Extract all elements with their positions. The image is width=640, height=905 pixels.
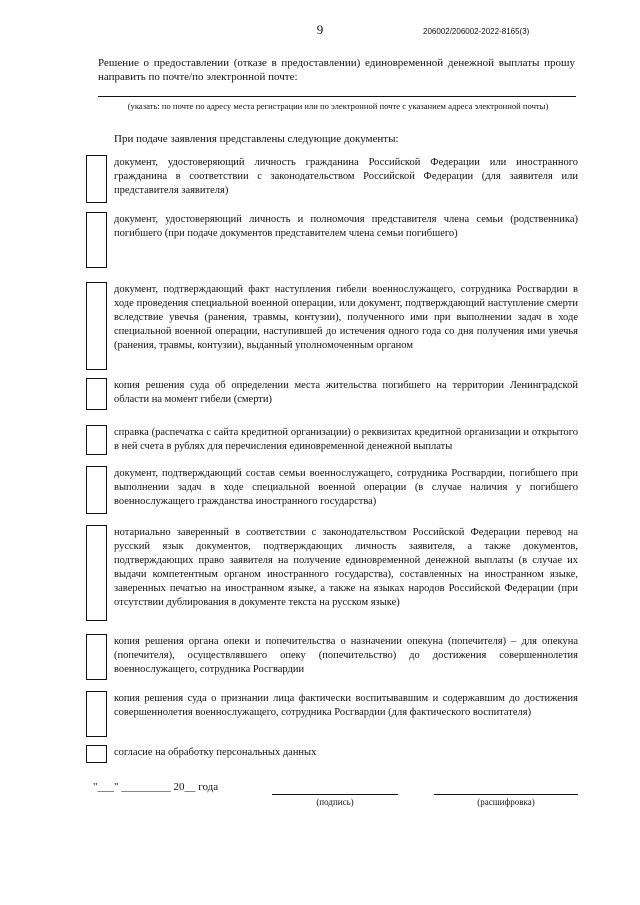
document-checkbox[interactable] [86,155,107,203]
signature-line[interactable] [272,794,398,795]
document-item-text: нотариально заверенный в соответствии с законодательством Российской Федерации перевод на русский язык документов, подтверждающих личность заявителя, а также документов, подтверждающих право заявителя на получение единовременной денежной выплаты (в случае их выдачи компетентным органом иностранного государства), составленных на иностранном языке, заверенных печатью на иностранном языке, а также на языках народов Российской Федерации (при отсутствии дублирования в документе текста на русском языке) [114,527,578,608]
address-hint: (указать: по почте по адресу места регистрации или по электронной почте с указанием адреса электронной почты) [127,101,549,111]
document-checkbox[interactable] [86,466,107,514]
document-item [86,155,578,205]
decoding-label: (расшифровка) [477,797,535,807]
document-item [86,525,578,625]
date-field[interactable]: "___" _________ 20__ года [93,781,219,793]
document-item [86,282,578,374]
document-checkbox[interactable] [86,691,107,737]
documents-lead: При подаче заявления представлены следующие документы: [114,133,399,145]
document-checkbox[interactable] [86,745,107,763]
document-item-text: копия решения суда об определении места жительства погибшего на территории Ленинградской области на момент гибели (смерти) [114,380,578,405]
document-item [86,466,578,516]
document-item [86,212,578,274]
document-checkbox[interactable] [86,378,107,410]
document-item [86,691,578,739]
document-item [86,378,578,412]
document-item-text: документ, удостоверяющий личность и полномочия представителя члена семьи (родственника) погибшего (при подаче документов представителем члена семьи погибшего) [114,214,578,239]
document-checkbox[interactable] [86,282,107,370]
document-item-text: документ, подтверждающий факт наступления гибели военнослужащего, сотрудника Росгвардии в ходе проведения специальной военной операции, или документ, подтверждающий наступление смерти вследствие увечья (ранения, травмы, контузии), полученного ими при выполнении задач в ходе специальной военной операции, наступившей до истечения одного года со дня получения ими увечья (ранения, травмы, контузии), выданный уполномоченным органом [114,284,578,351]
document-item-text: справка (распечатка с сайта кредитной организации) о реквизитах кредитной организации и открытого в ней счета в рублях для перечисления единовременной денежной выплаты [114,427,578,452]
document-item-text: копия решения суда о признании лица фактически воспитывавшим и содержавшим до достижения совершеннолетия военнослужащего, сотрудника Росгвардии (для фактического воспитателя) [114,693,578,718]
document-item-text: копия решения органа опеки и попечительства о назначении опекуна (попечителя) – для опекуна (попечителя), осуществлявшего опеку (попечительство) до достижения совершеннолетия военнослужащего, сотрудника Росгвардии [114,636,578,675]
address-input-line[interactable] [98,96,576,97]
delivery-request-text: Решение о предоставлении (отказе в предоставлении) единовременной денежной выплаты прошу направить по почте/по электронной почте: [98,57,575,83]
page-number: 9 [316,22,324,37]
signature-label: (подпись) [316,797,354,807]
document-checkbox[interactable] [86,634,107,680]
document-item [86,425,578,459]
document-item-text: документ, удостоверяющий личность гражданина Российской Федерации или иностранного гражданина в соответствии с законодательством Российской Федерации (для заявителя или представителя заявителя) [114,157,578,196]
decoding-line[interactable] [434,794,578,795]
document-item-text: согласие на обработку персональных данных [114,747,317,758]
document-checkbox[interactable] [86,425,107,455]
document-item [86,745,578,765]
document-checkbox[interactable] [86,525,107,621]
document-item-text: документ, подтверждающий состав семьи военнослужащего, сотрудника Росгвардии, погибшего при выполнении задач в ходе специальной военной операции (в случае наличия у погибшего военнослужащего гражданства иностранного государства) [114,468,578,507]
document-item [86,634,578,682]
document-code: 206002/206002-2022-8165(3) [423,27,530,36]
document-checkbox[interactable] [86,212,107,268]
